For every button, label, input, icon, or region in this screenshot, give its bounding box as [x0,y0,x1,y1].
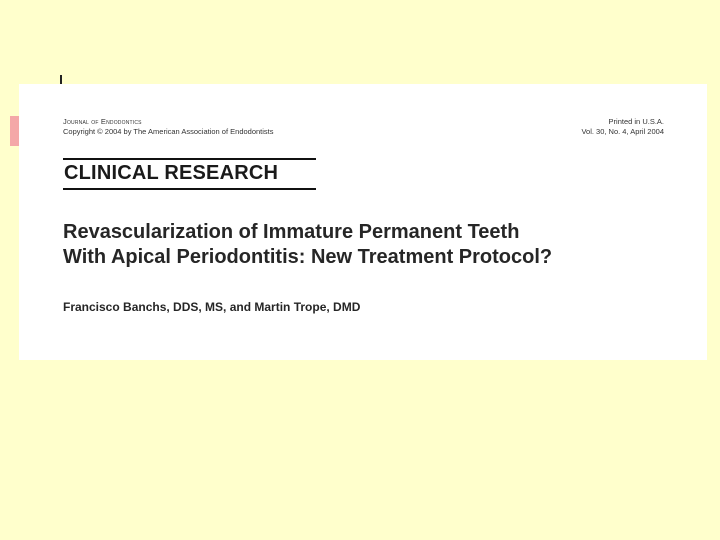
print-info [581,117,664,137]
article-authors: Francisco Banchs, DDS, MS, and Martin Trope, DMD [63,300,361,314]
journal-header [63,117,274,137]
article-title-line-1: Revascularization of Immature Permanent Teeth [63,221,520,243]
printed-in: Printed in U.S.A. [608,117,664,126]
section-rule-top [63,158,316,160]
section-heading: CLINICAL RESEARCH [64,162,279,184]
volume-info: Vol. 30, No. 4, April 2004 [581,127,664,136]
copyright-line: Copyright © 2004 by The American Association of Endodontists [63,127,274,136]
article-title [63,220,703,270]
cursor-mark [60,75,62,84]
article-title-line-2: With Apical Periodontitis: New Treatment Protocol? [63,246,553,268]
journal-name: Journal of Endodontics [63,117,142,126]
section-rule-bottom [63,188,316,190]
article-header-image [19,84,707,360]
